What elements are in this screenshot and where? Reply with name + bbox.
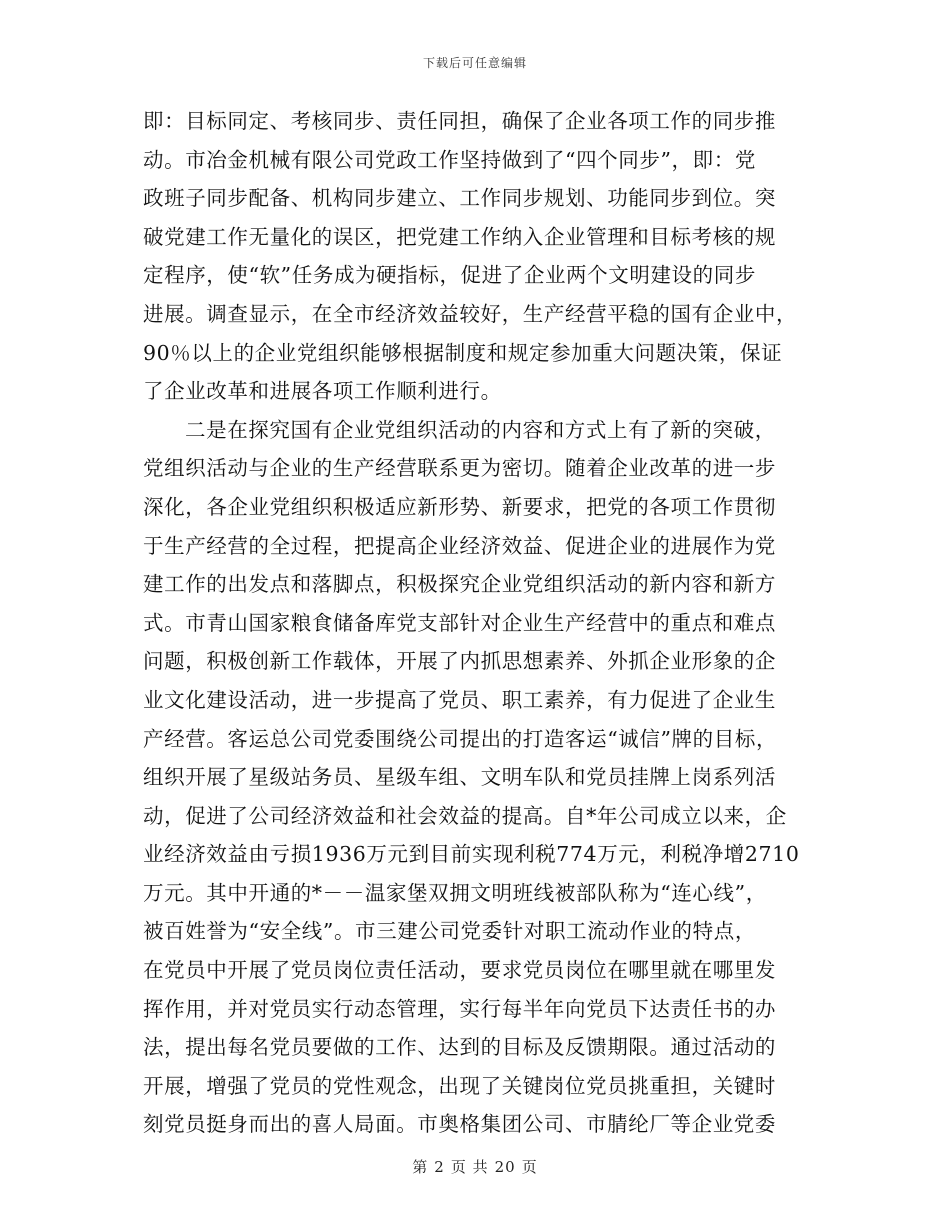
- text-line: 在党员中开展了党员岗位责任活动，要求党员岗位在哪里就在哪里发: [143, 958, 776, 983]
- page-header: 下载后可任意编辑: [422, 56, 527, 70]
- text-line: 问题，积极创新工作载体，开展了内抓思想素养、外抓企业形象的企: [143, 649, 776, 674]
- text-line: 业文化建设活动，进一步提高了党员、职工素养，有力促进了企业生: [143, 687, 776, 712]
- text-line: 挥作用，并对党员实行动态管理，实行每半年向党员下达责任书的办: [143, 996, 776, 1021]
- text-line: 建工作的出发点和落脚点，积极探究企业党组织活动的新内容和新方: [143, 572, 776, 597]
- text-line: 产经营。客运总公司党委围绕公司提出的打造客运“诚信”牌的目标，: [143, 726, 778, 751]
- text-line: 动。市冶金机械有限公司党政工作坚持做到了“四个同步”，即：党: [143, 147, 756, 172]
- text-line: 刻党员挺身而出的喜人局面。市奥格集团公司、市腈纶厂等企业党委: [143, 1112, 776, 1137]
- text-line: 进展。调查显示，在全市经济效益较好，生产经营平稳的国有企业中，: [143, 301, 798, 326]
- text-line: 即：目标同定、考核同步、责任同担，确保了企业各项工作的同步推: [143, 109, 776, 133]
- text-line: 式。市青山国家粮食储备库党支部针对企业生产经营中的重点和难点: [143, 610, 776, 635]
- footer-suffix: 页: [521, 1158, 538, 1176]
- text-line: 于生产经营的全过程，把提高企业经济效益、促进企业的进展作为党: [143, 533, 776, 558]
- text-line: 被百姓誉为“安全线”。市三建公司党委针对职工流动作业的特点，: [143, 919, 756, 944]
- text-line: 业经济效益由亏损1936万元到目前实现利税774万元，利税净增2710: [143, 842, 800, 867]
- text-line: 深化，各企业党组织积极适应新形势、新要求，把党的各项工作贯彻: [143, 494, 776, 519]
- total-pages: 20: [494, 1158, 516, 1176]
- paragraph-1: [143, 102, 807, 411]
- paragraph-2: [143, 411, 807, 1144]
- footer-prefix: 第: [412, 1158, 429, 1176]
- document-body: [143, 102, 807, 1144]
- page-footer: [0, 1156, 950, 1177]
- text-line: 了企业改革和进展各项工作顺利进行。: [143, 379, 502, 404]
- text-line: 定程序，使“软”任务成为硬指标，促进了企业两个文明建设的同步: [143, 263, 756, 288]
- text-line: 动，促进了公司经济效益和社会效益的提高。自*年公司成立以来，企: [143, 803, 787, 828]
- text-line: 开展，增强了党员的党性观念，出现了关键岗位党员挑重担，关键时: [143, 1073, 776, 1098]
- text-line: 法，提出每名党员要做的工作、达到的目标及反馈期限。通过活动的: [143, 1035, 776, 1060]
- text-line: 万元。其中开通的*－－温家堡双拥文明班线被部队称为“连心线”，: [143, 880, 767, 905]
- text-line: 政班子同步配备、机构同步建立、工作同步规划、功能同步到位。突: [143, 186, 776, 211]
- current-page-number: 2: [434, 1158, 445, 1176]
- text-line: 90％以上的企业党组织能够根据制度和规定参加重大问题决策，保证: [143, 340, 783, 365]
- text-line: 破党建工作无量化的误区，把党建工作纳入企业管理和目标考核的规: [143, 224, 776, 249]
- text-line: 二是在探究国有企业党组织活动的内容和方式上有了新的突破，: [185, 417, 776, 442]
- text-line: 组织开展了星级站务员、星级车组、文明车队和党员挂牌上岗系列活: [143, 765, 776, 790]
- footer-middle: 页 共: [450, 1158, 489, 1176]
- text-line: 党组织活动与企业的生产经营联系更为密切。随着企业改革的进一步: [143, 456, 776, 481]
